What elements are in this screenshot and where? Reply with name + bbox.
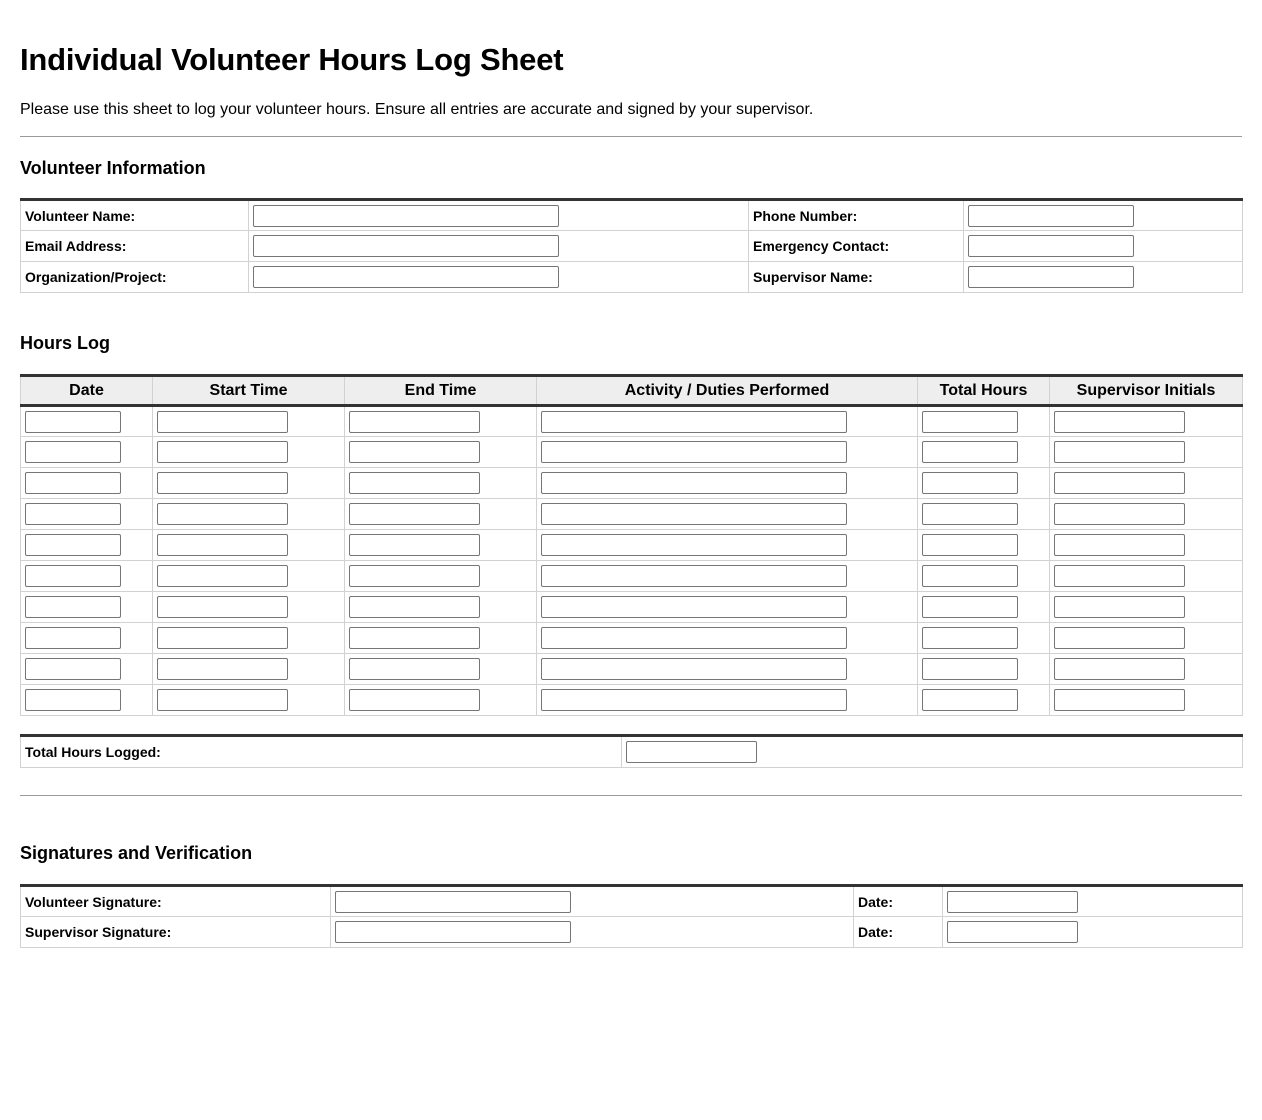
supervisor-initials-input[interactable] (1054, 441, 1185, 463)
activity-input[interactable] (541, 565, 847, 587)
column-header-date: Date (21, 376, 153, 406)
activity-input[interactable] (541, 596, 847, 618)
date-input[interactable] (25, 411, 121, 433)
start-time-input[interactable] (157, 534, 288, 556)
organization-project-label: Organization/Project: (21, 262, 249, 293)
date-input[interactable] (25, 627, 121, 649)
activity-input[interactable] (541, 472, 847, 494)
divider-top (20, 136, 1242, 137)
phone-number-label: Phone Number: (749, 200, 964, 231)
column-header-start-time: Start Time (153, 376, 345, 406)
divider-bottom (20, 795, 1242, 796)
end-time-input[interactable] (349, 411, 480, 433)
volunteer-date-input[interactable] (947, 891, 1078, 913)
signature-row (21, 917, 1243, 948)
signature-row (21, 886, 1243, 917)
log-row (21, 530, 1243, 561)
date-input[interactable] (25, 565, 121, 587)
intro-text: Please use this sheet to log your volunteer hours. Ensure all entries are accurate and signed by your supervisor. (20, 101, 814, 118)
start-time-input[interactable] (157, 596, 288, 618)
volunteer-date-label: Date: (854, 886, 943, 917)
log-row (21, 592, 1243, 623)
total-hours-input[interactable] (922, 565, 1018, 587)
log-row (21, 654, 1243, 685)
email-address-label: Email Address: (21, 231, 249, 262)
total-hours-input[interactable] (626, 741, 757, 763)
start-time-input[interactable] (157, 658, 288, 680)
info-row (21, 200, 1243, 231)
log-row (21, 406, 1243, 437)
start-time-input[interactable] (157, 441, 288, 463)
date-input[interactable] (25, 689, 121, 711)
activity-input[interactable] (541, 503, 847, 525)
activity-input[interactable] (541, 441, 847, 463)
total-hours-input[interactable] (922, 596, 1018, 618)
supervisor-name-input[interactable] (968, 266, 1134, 288)
end-time-input[interactable] (349, 689, 480, 711)
total-hours-input[interactable] (922, 411, 1018, 433)
total-hours-label: Total Hours Logged: (21, 736, 622, 768)
activity-input[interactable] (541, 627, 847, 649)
volunteer-name-label: Volunteer Name: (21, 200, 249, 231)
supervisor-initials-input[interactable] (1054, 534, 1185, 556)
supervisor-initials-input[interactable] (1054, 658, 1185, 680)
date-input[interactable] (25, 534, 121, 556)
emergency-contact-input[interactable] (968, 235, 1134, 257)
column-header-activity: Activity / Duties Performed (537, 376, 918, 406)
hours-log-header-row (21, 376, 1243, 406)
email-address-input[interactable] (253, 235, 559, 257)
log-row (21, 685, 1243, 716)
total-hours-input[interactable] (922, 441, 1018, 463)
date-input[interactable] (25, 441, 121, 463)
end-time-input[interactable] (349, 596, 480, 618)
hours-log-heading: Hours Log (20, 333, 110, 353)
emergency-contact-label: Emergency Contact: (749, 231, 964, 262)
log-row (21, 468, 1243, 499)
activity-input[interactable] (541, 411, 847, 433)
log-row (21, 561, 1243, 592)
supervisor-signature-input[interactable] (335, 921, 571, 943)
supervisor-initials-input[interactable] (1054, 689, 1185, 711)
info-row (21, 262, 1243, 293)
column-header-end-time: End Time (345, 376, 537, 406)
end-time-input[interactable] (349, 534, 480, 556)
supervisor-date-label: Date: (854, 917, 943, 948)
volunteer-signature-input[interactable] (335, 891, 571, 913)
log-row (21, 623, 1243, 654)
phone-number-input[interactable] (968, 205, 1134, 227)
total-hours-input[interactable] (922, 689, 1018, 711)
total-hours-input[interactable] (922, 534, 1018, 556)
end-time-input[interactable] (349, 627, 480, 649)
info-row (21, 231, 1243, 262)
start-time-input[interactable] (157, 503, 288, 525)
hours-log-table (20, 374, 1243, 716)
supervisor-signature-label: Supervisor Signature: (21, 917, 331, 948)
volunteer-info-heading: Volunteer Information (20, 158, 206, 178)
signatures-table (20, 884, 1243, 948)
start-time-input[interactable] (157, 627, 288, 649)
date-input[interactable] (25, 472, 121, 494)
supervisor-initials-input[interactable] (1054, 472, 1185, 494)
supervisor-initials-input[interactable] (1054, 596, 1185, 618)
start-time-input[interactable] (157, 472, 288, 494)
start-time-input[interactable] (157, 565, 288, 587)
total-hours-input[interactable] (922, 658, 1018, 680)
total-hours-table (20, 734, 1243, 768)
activity-input[interactable] (541, 689, 847, 711)
log-row (21, 499, 1243, 530)
date-input[interactable] (25, 596, 121, 618)
end-time-input[interactable] (349, 658, 480, 680)
volunteer-signature-label: Volunteer Signature: (21, 886, 331, 917)
end-time-input[interactable] (349, 503, 480, 525)
supervisor-initials-input[interactable] (1054, 565, 1185, 587)
column-header-total-hours: Total Hours (918, 376, 1050, 406)
column-header-supervisor-initials: Supervisor Initials (1050, 376, 1243, 406)
supervisor-name-label: Supervisor Name: (749, 262, 964, 293)
volunteer-info-table (20, 198, 1243, 293)
total-hours-input[interactable] (922, 627, 1018, 649)
date-input[interactable] (25, 503, 121, 525)
supervisor-initials-input[interactable] (1054, 411, 1185, 433)
total-hours-input[interactable] (922, 472, 1018, 494)
signatures-heading: Signatures and Verification (20, 843, 253, 863)
page-title: Individual Volunteer Hours Log Sheet (20, 42, 564, 77)
log-row (21, 437, 1243, 468)
organization-project-input[interactable] (253, 266, 559, 288)
supervisor-initials-input[interactable] (1054, 503, 1185, 525)
total-hours-input[interactable] (922, 503, 1018, 525)
start-time-input[interactable] (157, 689, 288, 711)
end-time-input[interactable] (349, 472, 480, 494)
activity-input[interactable] (541, 534, 847, 556)
start-time-input[interactable] (157, 411, 288, 433)
activity-input[interactable] (541, 658, 847, 680)
end-time-input[interactable] (349, 565, 480, 587)
volunteer-name-input[interactable] (253, 205, 559, 227)
total-hours-row (21, 736, 1243, 768)
end-time-input[interactable] (349, 441, 480, 463)
supervisor-date-input[interactable] (947, 921, 1078, 943)
supervisor-initials-input[interactable] (1054, 627, 1185, 649)
date-input[interactable] (25, 658, 121, 680)
